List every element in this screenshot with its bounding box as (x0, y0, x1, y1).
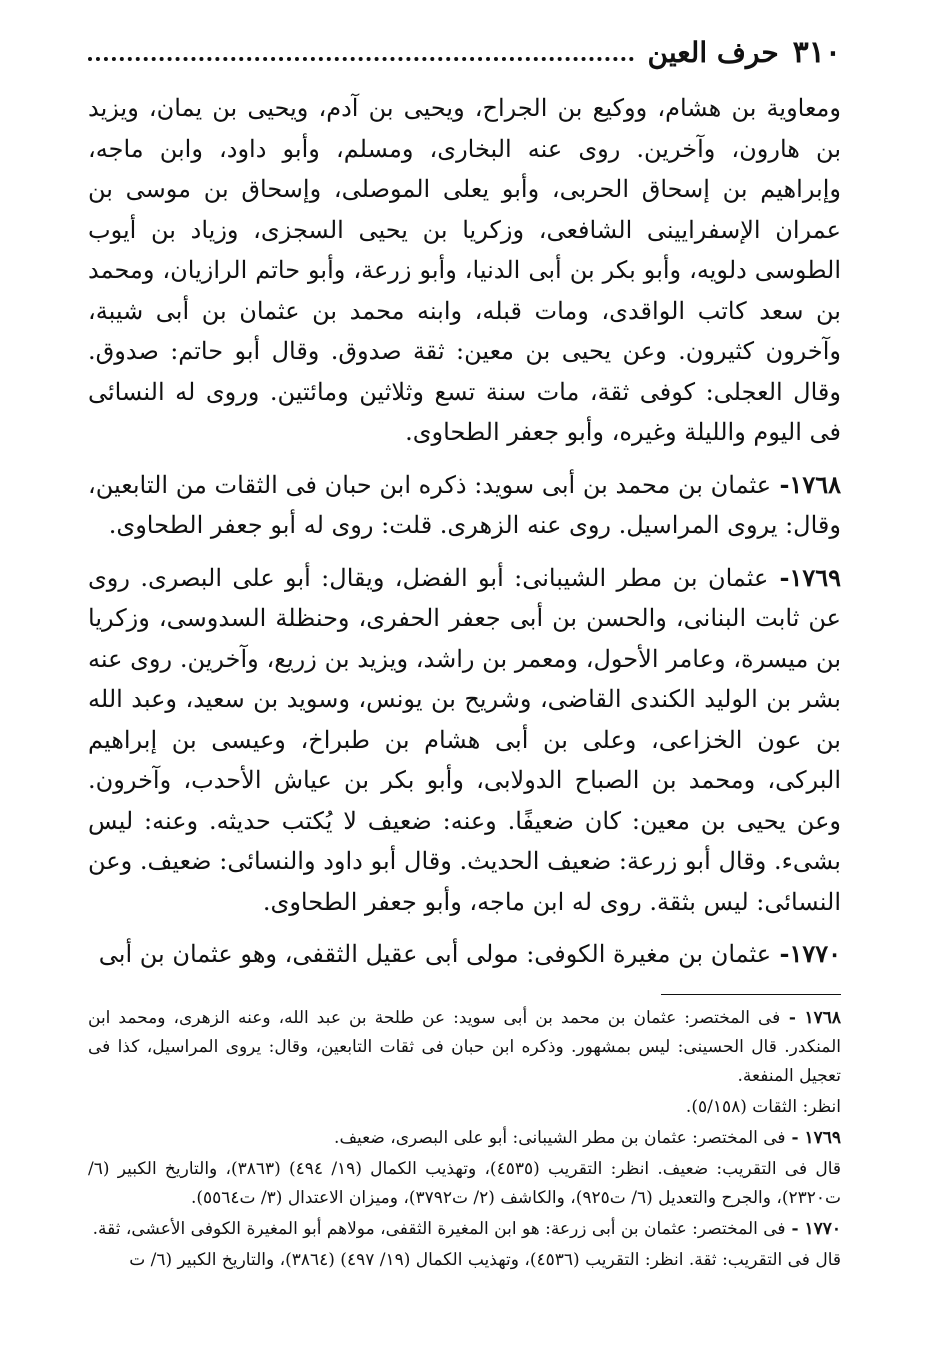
entry-number: ١٧٦٩- (768, 562, 842, 592)
entry-text: عثمان بن مغيرة الكوفى: مولى أبى عقيل الثقفى، وهو عثمان بن أبى (98, 940, 772, 968)
dotted-leader (88, 57, 634, 61)
footnote-reference: قال فى التقريب: ثقة. انظر: التقريب (٤٥٣٦)، وتهذيب الكمال (١٩/ ٤٩٧) (٣٨٦٤)، والتاريخ الكبير (٦/ ت (129, 1250, 841, 1270)
footnote-reference: قال فى التقريب: ضعيف. انظر: التقريب (٤٥٣٥)، وتهذيب الكمال (١٩/ ٤٩٤) (٣٨٦٣)، والتاريخ الكبير (٦/ ت٢٣٢٠)، والجرح والتعديل (٦/ ت٩٢٥)، والكاشف (٢/ ت٣٧٩٢)، وميزان الاعتدال (٣/ ت٥٥٦٤). (88, 1159, 841, 1208)
entry-text: عثمان بن محمد بن أبى سويد: ذكره ابن حبان فى الثقات من التابعين، وقال: يروى المراسيل. روى عنه الزهرى. قلت: روى له أبو جعفر الطحاوى. (88, 470, 841, 539)
main-text (88, 88, 841, 987)
entry-number: ١٧٦٨- (771, 469, 841, 499)
footnotes (88, 1004, 841, 1277)
footnote-number: ١٧٦٩ - (785, 1128, 841, 1148)
page-number: ٣١٠ (792, 34, 841, 70)
entry-1769 (88, 558, 841, 923)
entry-1770 (88, 934, 841, 975)
footnote-text: فى المختصر: عثمان بن أبى زرعة: هو ابن المغيرة الثقفى، مولاهم أبو المغيرة الكوفى الأعشى، ثقة. (92, 1219, 786, 1239)
page-header (88, 30, 841, 74)
chapter-title: حرف العين (647, 35, 779, 69)
footnote-reference: انظر: الثقات (٥/١٥٨). (685, 1097, 841, 1117)
entry-1768 (88, 465, 841, 546)
footnote-1769 (88, 1124, 841, 1153)
entry-text: عثمان بن مطر الشيبانى: أبو الفضل، ويقال: أبو على البصرى. روى عن ثابت البنانى، والحسن بن أبى جعفر الحفرى، وحنظلة السدوسى، وزكريا بن ميسرة، وعامر الأحول، ومعمر بن راشد، ويزيد بن زريع، وآخرين. روى عنه بشر بن الوليد الكندى القاضى، وشريح بن يونس، وسويد بن سعيد، وعبد الله بن عون الخزاعى، وعلى بن أبى هشام بن طبراخ، وعيسى بن إبراهيم البركى، ومحمد بن الصباح الدولابى، وأبو بكر بن عياش الأحدب، وآخرون. وعن يحيى بن معين: كان ضعيفًا. وعنه: ضعيف لا يُكتب حديثه. وعنه: ليس بشىء. وقال أبو زرعة: ضعيف الحديث. وقال أبو داود والنسائى: ضعيف. وعن النسائى: ليس بثقة. روى له ابن ماجه، وأبو جعفر الطحاوى. (88, 563, 841, 916)
footnote-number: ١٧٧٠ - (785, 1219, 841, 1239)
footnote-text: فى المختصر: عثمان بن محمد بن أبى سويد: عن طلحة بن عبد الله، وعنه الزهرى، ومحمد ابن المنكدر. قال الحسينى: ليس بمشهور. وذكره ابن حبان فى ثقات التابعين، وقال: يروى المراسيل، كذا فى تعجيل المنفعة. (88, 1008, 841, 1086)
footnote-1768 (88, 1004, 841, 1091)
footnote-number: ١٧٦٨ - (780, 1008, 841, 1028)
footnote-separator (661, 994, 841, 995)
footnote-1770 (88, 1215, 841, 1244)
footnote-text: فى المختصر: عثمان بن مطر الشيبانى: أبو على البصرى، ضعيف. (334, 1128, 786, 1148)
entry-number: ١٧٧٠- (771, 939, 841, 968)
paragraph-continuation: ومعاوية بن هشام، ووكيع بن الجراح، ويحيى بن آدم، ويحيى بن يمان، ويزيد بن هارون، وآخرين. روى عنه البخارى، ومسلم، وأبو داود، وابن ماجه، وإبراهيم بن إسحاق الحربى، وأبو يعلى الموصلى، وإسحاق بن موسى بن عمران الإسفرايينى الشافعى، وزكريا بن يحيى السجزى، وزياد بن أيوب الطوسى دلويه، وأبو بكر بن أبى الدنيا، وأبو زرعة، وأبو حاتم الرازيان، ومحمد بن سعد كاتب الواقدى، ومات قبله، وابنه محمد بن عثمان بن أبى شيبة، وآخرون كثيرون. وعن يحيى بن معين: ثقة صدوق. وقال أبو حاتم: صدوق. وقال العجلى: كوفى ثقة، مات سنة تسع وثلاثين ومائتين. وروى له النسائى فى اليوم والليلة وغيره، وأبو جعفر الطحاوى. (88, 94, 841, 446)
